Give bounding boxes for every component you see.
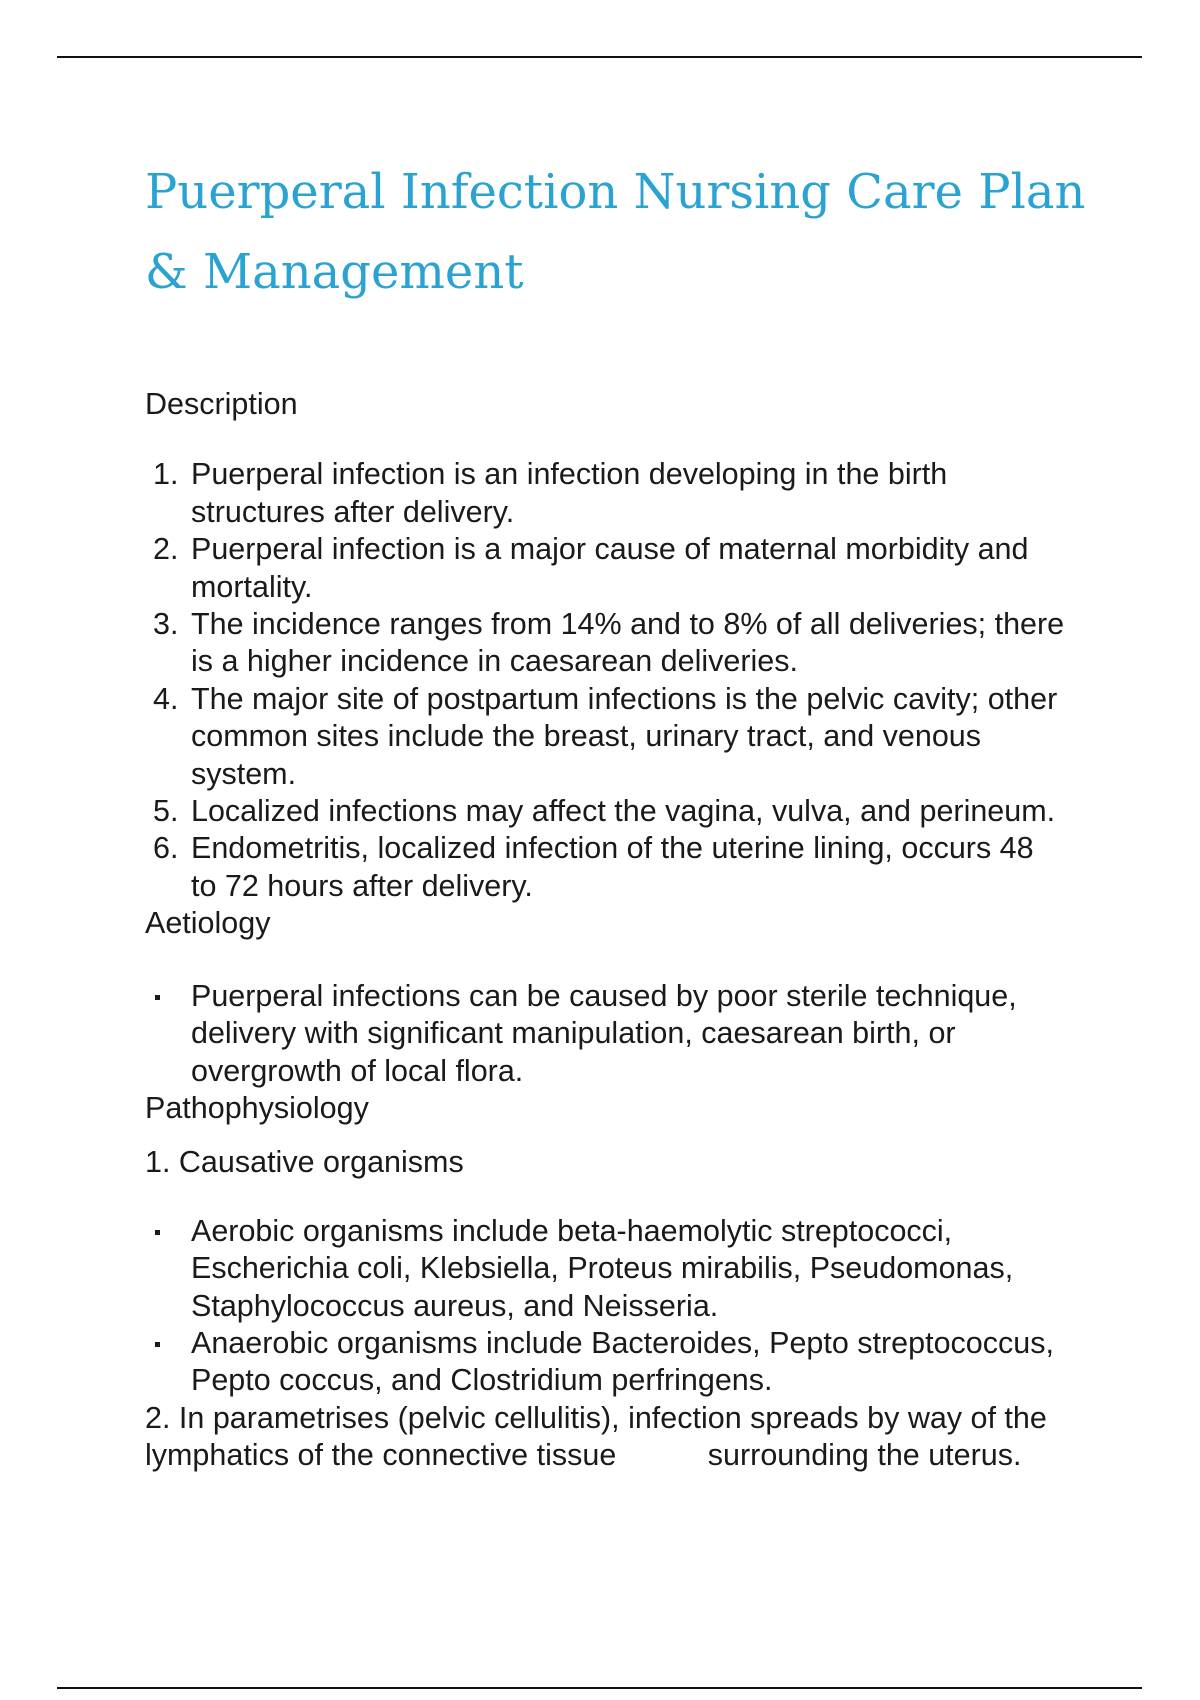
list-item-text: Anaerobic organisms include Bacteroides, Pepto streptococcus, Pepto coccus, and Clostridium perfringens.	[191, 1325, 1054, 1398]
aetiology-list	[145, 978, 1065, 1090]
top-rule	[57, 56, 1142, 58]
list-item	[145, 606, 1065, 681]
description-list	[145, 456, 1065, 905]
aetiology-heading: Aetiology	[145, 906, 271, 941]
list-item-text: Puerperal infection is an infection developing in the birth structures after delivery.	[191, 457, 948, 529]
list-item-text: The incidence ranges from 14% and to 8% of all deliveries; there is a higher incidence in caesarean deliveries.	[191, 607, 1065, 679]
list-item	[145, 793, 1065, 830]
description-heading: Description	[145, 387, 298, 421]
list-item	[145, 1325, 1065, 1400]
bottom-rule	[57, 1687, 1142, 1689]
list-item-text: Puerperal infection is a major cause of maternal morbidity and mortality.	[191, 532, 1029, 604]
square-bullet-icon	[155, 995, 160, 1000]
list-item-text: Localized infections may affect the vagina, vulva, and perineum.	[191, 794, 1056, 829]
list-item	[145, 1213, 1065, 1325]
list-item	[145, 681, 1065, 793]
document-body	[145, 386, 1065, 1475]
list-item	[145, 531, 1065, 606]
list-item-text: Aerobic organisms include beta-haemolytic streptococci, Escherichia coli, Klebsiella, Proteus mirabilis, Pseudomonas, Staphylococcus aureus, and Neisseria.	[191, 1213, 1014, 1323]
parametritis-paragraph: 2. In parametrises (pelvic cellulitis), infection spreads by way of the lymphatics of the connective tissue surrounding the uterus.	[145, 1400, 1047, 1473]
list-number: 6.	[153, 831, 179, 866]
pathophysiology-heading: Pathophysiology	[145, 1090, 369, 1125]
causative-organisms-subheading: 1. Causative organisms	[145, 1145, 464, 1180]
page-title: Puerperal Infection Nursing Care Plan & Management	[145, 164, 1086, 300]
square-bullet-icon	[155, 1230, 160, 1235]
list-number: 2.	[153, 532, 179, 567]
list-item	[145, 830, 1065, 905]
list-item	[145, 978, 1065, 1090]
list-number: 4.	[153, 681, 179, 716]
square-bullet-icon	[155, 1342, 160, 1347]
list-item	[145, 456, 1065, 531]
organisms-list	[145, 1213, 1065, 1400]
list-number: 1.	[153, 457, 179, 492]
list-number: 3.	[153, 607, 179, 642]
list-number: 5.	[153, 794, 179, 829]
list-item-text: The major site of postpartum infections is the pelvic cavity; other common sites include the breast, urinary tract, and venous system.	[191, 681, 1058, 791]
list-item-text: Puerperal infections can be caused by poor sterile technique, delivery with significant manipulation, caesarean birth, or overgrowth of local flora.	[191, 978, 1017, 1088]
list-item-text: Endometritis, localized infection of the uterine lining, occurs 48 to 72 hours after delivery.	[191, 831, 1034, 903]
